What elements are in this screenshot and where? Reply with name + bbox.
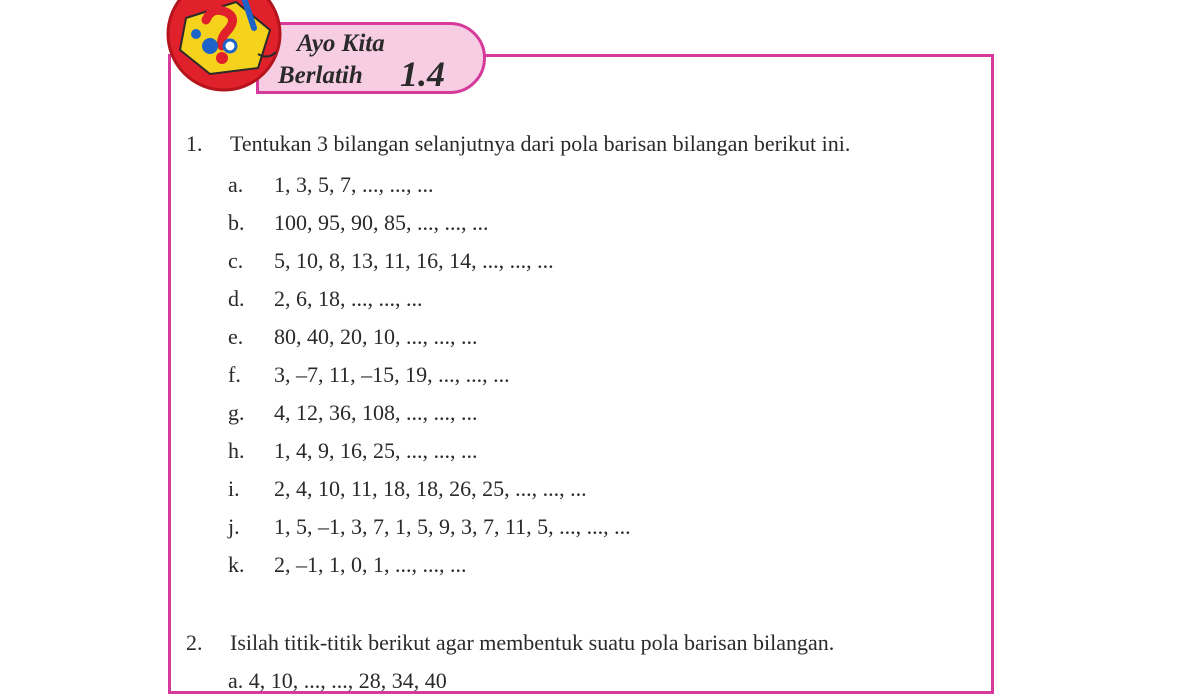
question-number: 2. — [186, 630, 203, 655]
item-sequence: 3, –7, 11, –15, 19, ..., ..., ... — [274, 362, 510, 387]
item-sequence: 5, 10, 8, 13, 11, 16, 14, ..., ..., ... — [274, 248, 554, 273]
item-label: b. — [228, 210, 245, 235]
item-label: i. — [228, 476, 240, 501]
item-sequence: 1, 5, –1, 3, 7, 1, 5, 9, 3, 7, 11, 5, ..., ..., ... — [274, 514, 631, 539]
question-text: Isilah titik-titik berikut agar membentuk suatu pola barisan bilangan. — [230, 630, 835, 655]
question-number: 1. — [186, 131, 203, 156]
item-label: j. — [228, 514, 240, 539]
question-2-partial-line: a. 4, 10, ..., ..., 28, 34, 40 — [228, 668, 447, 693]
header-title-line2: Berlatih — [278, 62, 363, 89]
question-text: Tentukan 3 bilangan selanjutnya dari pola barisan bilangan berikut ini. — [230, 131, 851, 156]
header-section-number: 1.4 — [400, 54, 445, 94]
item-sequence: 1, 3, 5, 7, ..., ..., ... — [274, 172, 434, 197]
item-sequence: 2, –1, 1, 0, 1, ..., ..., ... — [274, 552, 467, 577]
item-label: e. — [228, 324, 244, 349]
item-sequence: 1, 4, 9, 16, 25, ..., ..., ... — [274, 438, 478, 463]
item-label: c. — [228, 248, 244, 273]
item-label: h. — [228, 438, 245, 463]
item-sequence: 4, 12, 36, 108, ..., ..., ... — [274, 400, 478, 425]
item-label: d. — [228, 286, 245, 311]
item-sequence: 2, 4, 10, 11, 18, 18, 26, 25, ..., ..., ... — [274, 476, 587, 501]
item-label: a. — [228, 172, 244, 197]
item-sequence: 100, 95, 90, 85, ..., ..., ... — [274, 210, 489, 235]
item-sequence: 2, 6, 18, ..., ..., ... — [274, 286, 423, 311]
item-sequence: 80, 40, 20, 10, ..., ..., ... — [274, 324, 478, 349]
item-label: f. — [228, 362, 241, 387]
item-label: g. — [228, 400, 245, 425]
header-title-line1: Ayo Kita — [297, 30, 385, 57]
item-label: k. — [228, 552, 245, 577]
question-mark-badge-icon — [166, 0, 294, 100]
